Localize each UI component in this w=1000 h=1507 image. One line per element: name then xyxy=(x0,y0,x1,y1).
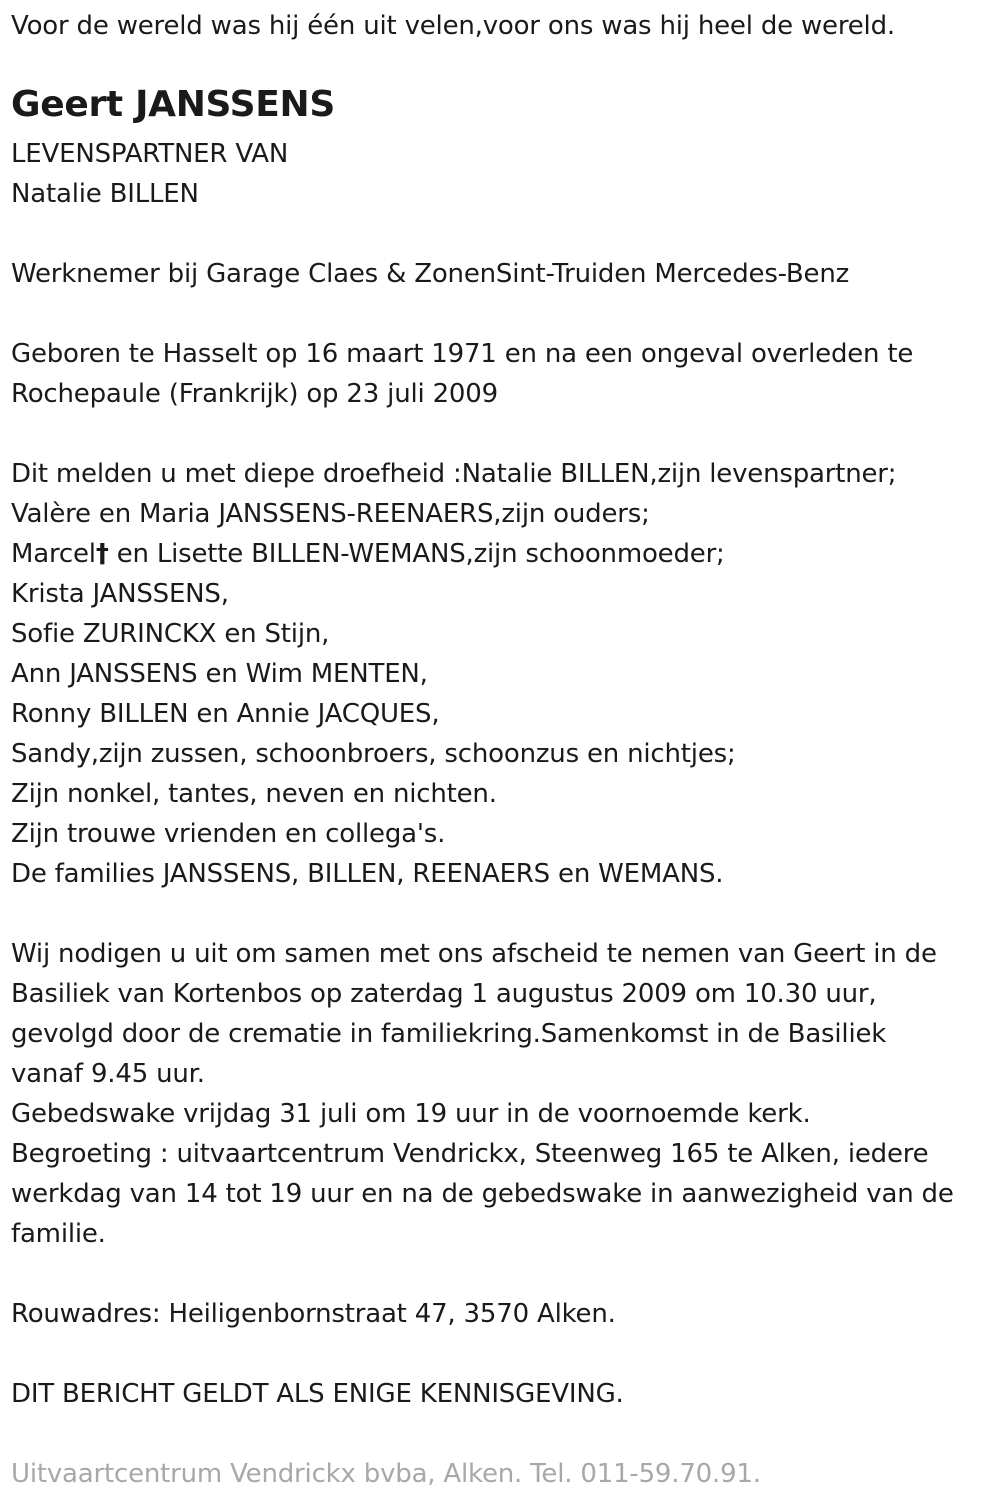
family-line: Valère en Maria JANSSENS-REENAERS,zijn ouders; xyxy=(11,499,650,529)
employment-text: Werknemer bij Garage Claes & ZonenSint-Truiden Mercedes-Benz xyxy=(11,259,850,289)
footer-section xyxy=(11,1454,761,1494)
mourning-address: Rouwadres: Heiligenbornstraat 47, 3570 Alken. xyxy=(11,1299,616,1329)
invitation-line: vanaf 9.45 uur. xyxy=(11,1059,205,1089)
invitation-section xyxy=(11,934,954,1254)
invitation-line: Basiliek van Kortenbos op zaterdag 1 augustus 2009 om 10.30 uur, xyxy=(11,979,877,1009)
family-line: Zijn trouwe vrienden en collega's. xyxy=(11,819,446,849)
employment-section xyxy=(11,254,849,294)
family-line: Krista JANSSENS, xyxy=(11,579,229,609)
notice-section xyxy=(11,1374,624,1414)
invitation-line: Wij nodigen u uit om samen met ons afscheid te nemen van Geert in de xyxy=(11,939,937,969)
family-line: Sandy,zijn zussen, schoonbroers, schoonzus en nichtjes; xyxy=(11,739,736,769)
invitation-line: familie. xyxy=(11,1219,106,1249)
cross-icon: † xyxy=(95,539,109,569)
family-section xyxy=(11,454,896,894)
birth-death-line: Geboren te Hasselt op 16 maart 1971 en na een ongeval overleden te xyxy=(11,339,914,369)
invitation-line: Begroeting : uitvaartcentrum Vendrickx, Steenweg 165 te Alken, iedere xyxy=(11,1139,929,1169)
invitation-line: werkdag van 14 tot 19 uur en na de gebedswake in aanwezigheid van de xyxy=(11,1179,954,1209)
partner-name: Natalie BILLEN xyxy=(11,179,199,209)
family-member-name: Marcel xyxy=(11,539,96,569)
family-line: Dit melden u met diepe droefheid :Natalie BILLEN,zijn levenspartner; xyxy=(11,459,897,489)
official-notice: DIT BERICHT GELDT ALS ENIGE KENNISGEVING. xyxy=(11,1379,624,1409)
memorial-quote: Voor de wereld was hij één uit velen,voor ons was hij heel de wereld. xyxy=(11,11,895,41)
birth-death-section xyxy=(11,334,913,414)
invitation-line: Gebedswake vrijdag 31 juli om 19 uur in de voornoemde kerk. xyxy=(11,1099,811,1129)
family-line: De families JANSSENS, BILLEN, REENAERS en WEMANS. xyxy=(11,859,724,889)
invitation-line: gevolgd door de crematie in familiekring.Samenkomst in de Basiliek xyxy=(11,1019,887,1049)
family-line: Sofie ZURINCKX en Stijn, xyxy=(11,619,330,649)
family-line: Ronny BILLEN en Annie JACQUES, xyxy=(11,699,440,729)
mourning-address-section xyxy=(11,1294,616,1334)
partner-section xyxy=(11,134,288,214)
family-line-rest: en Lisette BILLEN-WEMANS,zijn schoonmoeder; xyxy=(108,539,725,569)
family-line xyxy=(11,534,896,574)
birth-death-line: Rochepaule (Frankrijk) op 23 juli 2009 xyxy=(11,379,498,409)
family-line: Ann JANSSENS en Wim MENTEN, xyxy=(11,659,428,689)
partner-label: LEVENSPARTNER VAN xyxy=(11,139,289,169)
family-line: Zijn nonkel, tantes, neven en nichten. xyxy=(11,779,497,809)
deceased-name: Geert JANSSENS xyxy=(11,84,335,125)
funeral-home-footer: Uitvaartcentrum Vendrickx bvba, Alken. Tel. 011-59.70.91. xyxy=(11,1459,761,1489)
